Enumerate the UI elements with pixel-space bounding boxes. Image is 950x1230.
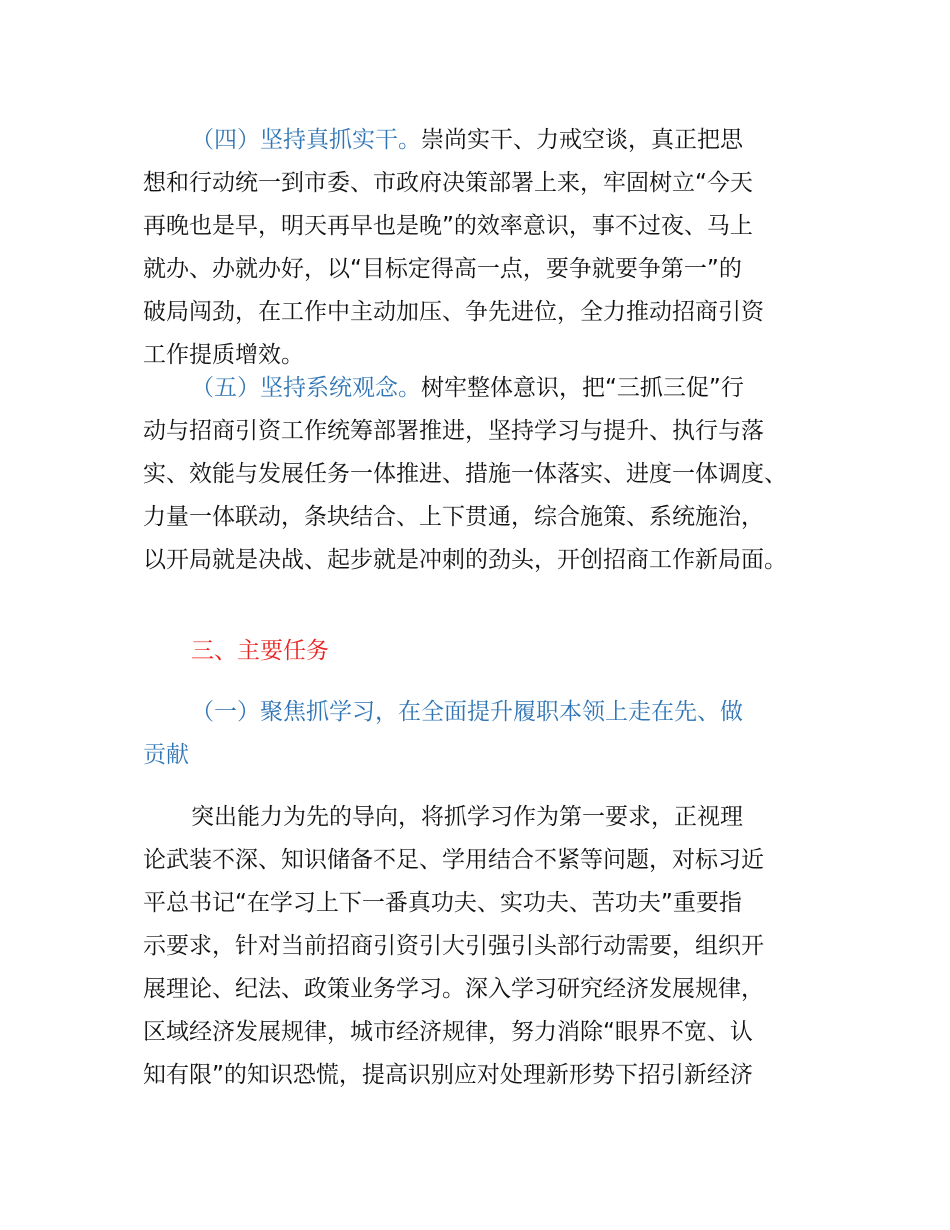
section-4-first-line	[143, 119, 833, 162]
body-1-line-6: 区域经济发展规律，城市经济规律，努力消除“眼界不宽、认	[143, 1019, 753, 1045]
body-1-line-5: 展理论、纪法、政策业务学习。深入学习研究经济发展规律，	[143, 976, 764, 1002]
section-4-line-6: 工作提质增效。	[143, 342, 304, 368]
body-1-paragraph	[143, 796, 833, 1097]
body-1-line-1: 突出能力为先的导向，将抓学习作为第一要求，正视理	[191, 804, 743, 830]
section-4-line-4: 就办、办就办好，以“目标定得高一点，要争就要争第一”的	[143, 256, 742, 282]
section-5-line-3: 实、效能与发展任务一体推进、措施一体落实、进度一体调度、	[143, 461, 787, 487]
section-5-line-5: 以开局就是决战、起步就是冲刺的劲头，开创招商工作新局面。	[143, 547, 787, 573]
subheading-1-line-1: （一）聚焦抓学习，在全面提升履职本领上走在先、做	[191, 699, 743, 725]
section-4-paragraph	[143, 119, 833, 377]
section-5-line-4: 力量一体联动，条块结合、上下贯通，综合施策、系统施治，	[143, 504, 764, 530]
section-5-line-2: 动与招商引资工作统筹部署推进，坚持学习与提升、执行与落	[143, 418, 764, 444]
section-5-paragraph	[143, 367, 833, 582]
body-1-line-4: 示要求，针对当前招商引资引大引强引头部行动需要，组织开	[143, 933, 764, 959]
section-5-first-line	[143, 367, 833, 410]
section-4-line-5: 破局闯劲，在工作中主动加压、争先进位，全力推动招商引资	[143, 299, 764, 325]
section-4-heading: （四）坚持真抓实干。	[191, 127, 421, 153]
body-1-line-2: 论武装不深、知识储备不足、学用结合不紧等问题，对标习近	[143, 847, 764, 873]
part-3-heading-block	[143, 630, 833, 673]
part-3-heading: 三、主要任务	[191, 638, 329, 664]
section-4-line-3: 再晚也是早，明天再早也是晚”的效率意识，事不过夜、马上	[143, 213, 753, 239]
body-1-line-3: 平总书记“在学习上下一番真功夫、实功夫、苦功夫”重要指	[143, 890, 742, 916]
body-1-line-7: 知有限”的知识恐慌，提高识别应对处理新形势下招引新经济	[143, 1062, 753, 1088]
section-5-line-1: 树牢整体意识，把“三抓三促”行	[421, 375, 744, 401]
subheading-1-block	[143, 691, 833, 777]
section-4-line-2: 想和行动统一到市委、市政府决策部署上来，牢固树立“今天	[143, 170, 753, 196]
subheading-1-line-2: 贡献	[143, 742, 189, 768]
section-4-line-1: 崇尚实干、力戒空谈，真正把思	[421, 127, 743, 153]
section-5-heading: （五）坚持系统观念。	[191, 375, 421, 401]
